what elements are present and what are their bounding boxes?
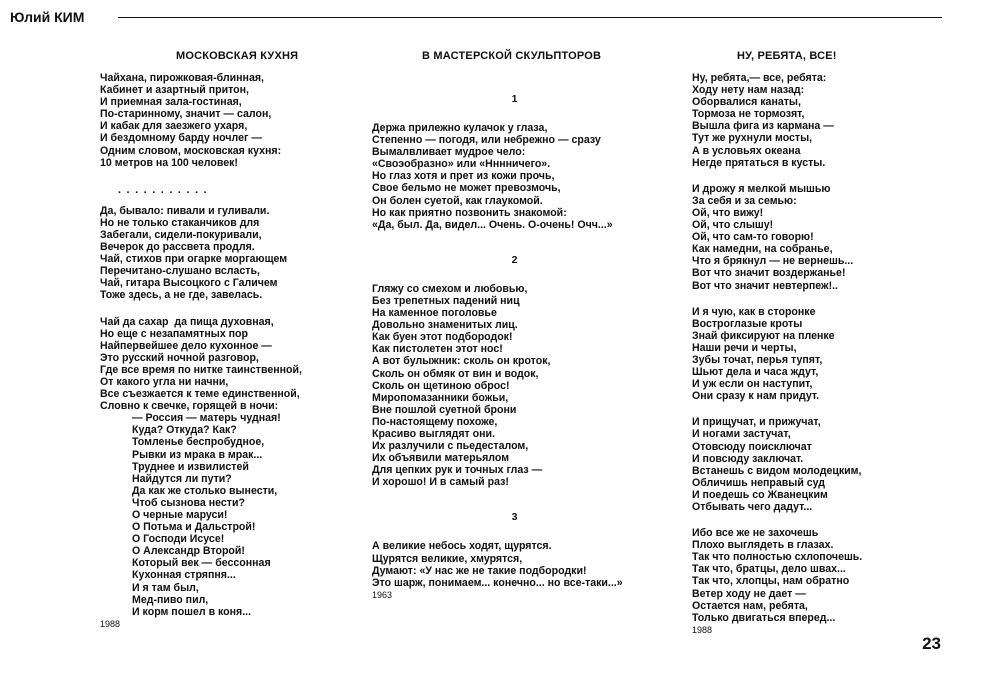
verse-line-indented: И я там был, [132, 581, 199, 594]
verse-line: Держа прилежно кулачок у глаза, [372, 122, 548, 134]
verse-line-indented: Рывки из мрака в мрак... [132, 448, 263, 461]
verse-line: Вечерок до рассвета продля. [100, 241, 255, 254]
verse-line: И поедешь со Жванецким [692, 488, 828, 501]
stanza [372, 540, 662, 588]
verse-line: Вот что значит воздержанье! [692, 267, 846, 280]
poem-nu-rebyata-vse [692, 48, 942, 636]
stanza-gap [692, 292, 942, 306]
verse-line: Для цепких рук и точных глаз — [372, 464, 543, 477]
verse-line: Как намедни, на собранье, [692, 243, 833, 256]
verse-line: Их разлучили с пьедесталом, [372, 440, 529, 453]
stanza [692, 306, 942, 403]
poem-moskovskaya-kukhnya [100, 48, 340, 630]
stanza-gap [100, 169, 340, 183]
verse-line: Ну, ребята,— все, ребята: [692, 72, 827, 84]
stanza [692, 527, 942, 624]
verse-line: Перечитано-слушано всласть, [100, 265, 260, 278]
stanza [372, 283, 662, 489]
poem-year: 1988 [692, 624, 713, 635]
verse-line: Степенно — погодя, или небрежно — сразу [372, 134, 601, 147]
verse-line-indented: Да как же столько вынести, [132, 484, 278, 497]
verse-line: Вымалвливает мудрое чело: [372, 146, 526, 159]
verse-line: Отовсюду поисключат [692, 440, 812, 453]
poem-year: 1963 [372, 589, 393, 600]
verse-line: Чай, гитара Высоцкого с Галичем [100, 277, 278, 290]
verse-line: Это шарж, понимаем... конечно... но все-таки...» [372, 576, 623, 589]
verse-line: Без трепетных падений ниц [372, 294, 520, 307]
verse-line: А в условьях океана [692, 144, 801, 157]
verse-line-indented: Труднее и извилистей [132, 460, 249, 473]
verse-line: Сколь он щетиною оброс! [372, 379, 510, 392]
verse-line: Забегали, сидели-покуривали, [100, 228, 262, 241]
verse-line: 10 метров на 100 человек! [100, 156, 238, 169]
verse-line: И ногами застучат, [692, 428, 791, 441]
verse-line: Ой, что слышу! [692, 219, 774, 232]
verse-line: Негде прятаться в кусты. [692, 156, 826, 169]
poem-title: В МАСТЕРСКОЙ СКУЛЬПТОРОВ [422, 50, 602, 62]
verse-line: Но глаз хотя и прет из кожи прочь, [372, 170, 555, 183]
poem-title: НУ, РЕБЯТА, ВСЕ! [737, 50, 837, 62]
verse-line: Тоже здесь, а не где, завелась. [100, 289, 263, 302]
stanza-gap [372, 231, 662, 253]
verse-line: Ветер ходу не дает — [692, 587, 806, 600]
verse-line: Так что, братцы, дело швах... [692, 563, 846, 576]
stanza [100, 316, 340, 618]
verse-line-indented: — Россия — матерь чудная! [132, 412, 281, 425]
poem-body [372, 72, 662, 589]
verse-line: Он болен суетой, как глаукомой. [372, 194, 543, 207]
poem-v-masterskoy-skulptorov [372, 48, 662, 601]
section-number: 2 [511, 253, 518, 266]
verse-line: Отбывать чего дадут... [692, 501, 813, 513]
verse-line: Чай, стихов при огарке моргающем [100, 253, 288, 266]
verse-line: Тормоза не тормозят, [692, 108, 805, 121]
verse-line-indented: Куда? Откуда? Как? [132, 424, 237, 437]
stanza [692, 183, 942, 292]
stanza [692, 416, 942, 513]
verse-line: Вне пошлой суетной брони [372, 403, 517, 416]
section-number: 1 [511, 93, 518, 105]
page-number: 23 [922, 634, 941, 653]
verse-line: Что я брякнул — не вернешь... [692, 255, 854, 268]
verse-line: На каменное поголовье [372, 307, 497, 320]
verse-line: Как пистолетен этот нос! [372, 343, 503, 356]
verse-line: По-старинному, значит — салон, [100, 108, 272, 121]
section-divider-dots: ........... [118, 183, 213, 196]
header-author: Юлий КИМ [10, 8, 88, 26]
stanza-gap [692, 402, 942, 416]
verse-line-indented: И корм пошел в коня... [132, 605, 252, 618]
verse-line: Чай да сахар да пища духовная, [100, 315, 274, 328]
stanza [100, 205, 340, 302]
verse-line: Где все время по нитке таинственной, [100, 363, 302, 376]
verse-line: Чайхана, пирожковая-блинная, [100, 72, 264, 84]
verse-line: Гляжу со смехом и любовью, [372, 282, 528, 295]
verse-line: Так что полностью схлопочешь. [692, 551, 863, 564]
verse-line: И повсюду заключат. [692, 452, 804, 465]
verse-line: Ибо все же не захочешь [692, 527, 819, 540]
verse-line: Но не только стаканчиков для [100, 216, 260, 229]
poem-year: 1988 [100, 618, 121, 629]
verse-line: Вышла фига из кармана — [692, 120, 834, 133]
verse-line-indented: О черные маруси! [132, 509, 228, 521]
poem-body [692, 72, 942, 624]
verse-line-indented: О Александр Второй! [132, 545, 245, 558]
verse-line: Плохо выглядеть в глазах. [692, 539, 834, 552]
verse-line: Свое бельмо не может превозмочь, [372, 182, 561, 195]
verse-line: Ой, что вижу! [692, 206, 764, 219]
stanza-gap [372, 524, 662, 540]
verse-line: Кабинет и азартный притон, [100, 84, 249, 97]
verse-line: И кабак для заезжего ухаря, [100, 120, 248, 133]
verse-line-indented: О Господи Исусе! [132, 533, 225, 546]
stanza-gap [372, 72, 662, 92]
verse-line: За себя и за семью: [692, 194, 797, 207]
verse-line: По-настоящему похоже, [372, 415, 498, 428]
stanza-gap [372, 267, 662, 283]
verse-line: И прищучат, и прижучат, [692, 416, 821, 429]
verse-line: Миропомазанники божьи, [372, 391, 509, 404]
verse-line-indented: О Потьма и Дальстрой! [132, 521, 256, 534]
verse-line: От какого угла ни начни, [100, 375, 229, 388]
verse-line: Словно к свечке, горящей в ночи: [100, 400, 279, 413]
stanza-gap [372, 488, 662, 510]
verse-line: «Да, был. Да, видел... Очень. О-очень! Очч...» [372, 218, 613, 231]
verse-line: Довольно знаменитых лиц. [372, 319, 518, 332]
stanza-gap [372, 106, 662, 122]
section-number: 3 [511, 511, 518, 524]
verse-line: Так что, хлопцы, нам обратно [692, 575, 850, 588]
verse-line: Зубы точат, перья тупят, [692, 353, 823, 366]
verse-line: Они сразу к нам придут. [692, 390, 820, 403]
verse-line: Знай фиксируют на пленке [692, 329, 835, 342]
verse-line-indented: Мед-пиво пил, [132, 593, 209, 606]
verse-line: Думают: «У нас же не такие подбородки! [372, 564, 587, 577]
verse-line-indented: Найдутся ли пути? [132, 472, 232, 485]
verse-line: Встанешь с видом молодецким, [692, 464, 862, 477]
verse-line: И приемная зала-гостиная, [100, 96, 242, 109]
verse-line: Сколь он обмяк от вин и водок, [372, 367, 539, 380]
verse-line: И бездомному барду ночлег — [100, 132, 262, 145]
verse-line: Ой, что сам-то говорю! [692, 231, 814, 244]
verse-line: Все съезжается к теме единственной, [100, 388, 300, 401]
verse-line: Востроглазые кроты [692, 317, 803, 330]
verse-line: Но как приятно позвонить знакомой: [372, 206, 567, 219]
verse-line: «Своэобразно» или «Нннничего». [372, 158, 551, 171]
verse-line-indented: Томленье беспробудное, [132, 436, 265, 449]
verse-line: Да, бывало: пивали и гуливали. [100, 204, 270, 217]
stanza-gap [692, 169, 942, 183]
verse-line: Наши речи и черты, [692, 341, 797, 354]
stanza-gap [692, 513, 942, 527]
poem-body [100, 72, 340, 618]
verse-line: Как буен этот подбородок! [372, 331, 513, 344]
verse-line: И я чую, как в сторонке [692, 305, 816, 318]
verse-line: Остается нам, ребята, [692, 599, 808, 612]
verse-line: Только двигаться вперед... [692, 611, 836, 624]
verse-line: Одним словом, московская кухня: [100, 144, 282, 157]
poem-title: МОСКОВСКАЯ КУХНЯ [176, 50, 299, 62]
verse-line: Вот что значит невтерпеж!.. [692, 279, 838, 292]
verse-line: Ходу нету нам назад: [692, 84, 805, 97]
verse-line: Обличишь неправый суд [692, 476, 826, 489]
verse-line: Щурятся великие, хмурятся, [372, 552, 523, 565]
running-header [10, 8, 942, 26]
verse-line: Красиво выглядят они. [372, 427, 496, 440]
stanza [372, 122, 662, 231]
verse-line: И дрожу я мелкой мышью [692, 182, 831, 195]
stanza-gap [100, 302, 340, 316]
verse-line: И хорошо! И в самый раз! [372, 476, 509, 489]
verse-line: А великие небось ходят, щурятся. [372, 540, 552, 553]
verse-line: Это русский ночной разговор, [100, 351, 259, 364]
verse-line-indented: Чтоб сызнова нести? [132, 496, 245, 509]
verse-line: Тут же рухнули мосты, [692, 132, 813, 145]
verse-line-indented: Который век — бессонная [132, 557, 271, 570]
verse-line: А вот булыжник: сколь он кроток, [372, 355, 551, 368]
verse-line: И уж если он наступит, [692, 378, 813, 391]
verse-line: Найпервейшее дело кухонное — [100, 339, 272, 352]
verse-line: Шьют дела и часа ждут, [692, 366, 819, 379]
stanza [692, 72, 942, 169]
verse-line: Их объявили матерьялом [372, 452, 510, 465]
header-rule [118, 17, 942, 18]
verse-line: Но еще с незапамятных пор [100, 327, 248, 340]
verse-line: Оборвалися канаты, [692, 96, 801, 109]
verse-line-indented: Кухонная стряпня... [132, 569, 236, 582]
stanza [100, 72, 340, 169]
